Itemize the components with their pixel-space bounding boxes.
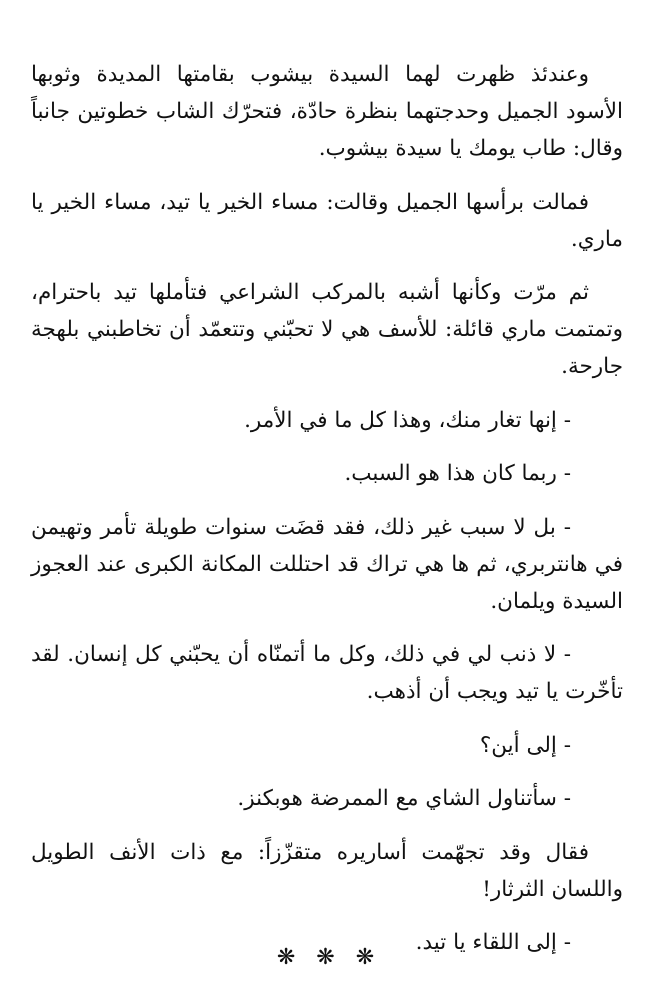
- dialogue-line-5: - إلى أين؟: [479, 732, 571, 758]
- paragraph-2: فمالت برأسها الجميل وقالت: مساء الخير يا تيد، مساء الخير يا ماري.: [31, 189, 623, 252]
- dialogue-line-4: - لا ذنب لي في ذلك، وكل ما أتمنّاه أن يحبّني كل إنسان. لقد تأخّرت يا تيد ويجب أن أذهب.: [31, 642, 623, 704]
- asterism-icon: ❋: [355, 945, 375, 970]
- paragraph-1: وعندئذ ظهرت لهما السيدة بيشوب بقامتها المديدة وثوبها الأسود الجميل وحدجتهما بنظرة حادّة، فتحرّك الشاب خطوتين جانباً وقال: طاب يومك يا سيدة بيشوب.: [31, 62, 623, 161]
- paragraph-3: ثم مرّت وكأنها أشبه بالمركب الشراعي فتأملها تيد باحترام، وتمتمت ماري قائلة: للأسف هي لا تحبّني وتتعمّد أن تخاطبني بلهجة جارحة.: [31, 280, 623, 379]
- paragraph-4: فقال وقد تجهّمت أساريره متقزّزاً: مع ذات الأنف الطويل واللسان الثرثار!: [31, 839, 623, 902]
- dialogue-line-7: - إلى اللقاء يا تيد.: [415, 930, 571, 955]
- asterism-icon: ❋: [276, 945, 296, 970]
- dialogue-line-1: - إنها تغار منك، وهذا كل ما في الأمر.: [244, 407, 571, 433]
- book-page-text: [31, 56, 623, 978]
- dialogue-line-3: - بل لا سبب غير ذلك، فقد قضَت سنوات طويلة تأمر وتهيمن في هانتربري، ثم ها هي تراك قد احتللت المكانة الكبرى عند العجوز السيدة ويلمان.: [31, 514, 623, 614]
- dialogue-line-6: - سأتناول الشاي مع الممرضة هوبكنز.: [237, 786, 571, 811]
- asterism-icon: ❋: [316, 945, 335, 970]
- section-break-ornament: [0, 947, 651, 969]
- dialogue-line-2: - ربما كان هذا هو السبب.: [344, 461, 571, 486]
